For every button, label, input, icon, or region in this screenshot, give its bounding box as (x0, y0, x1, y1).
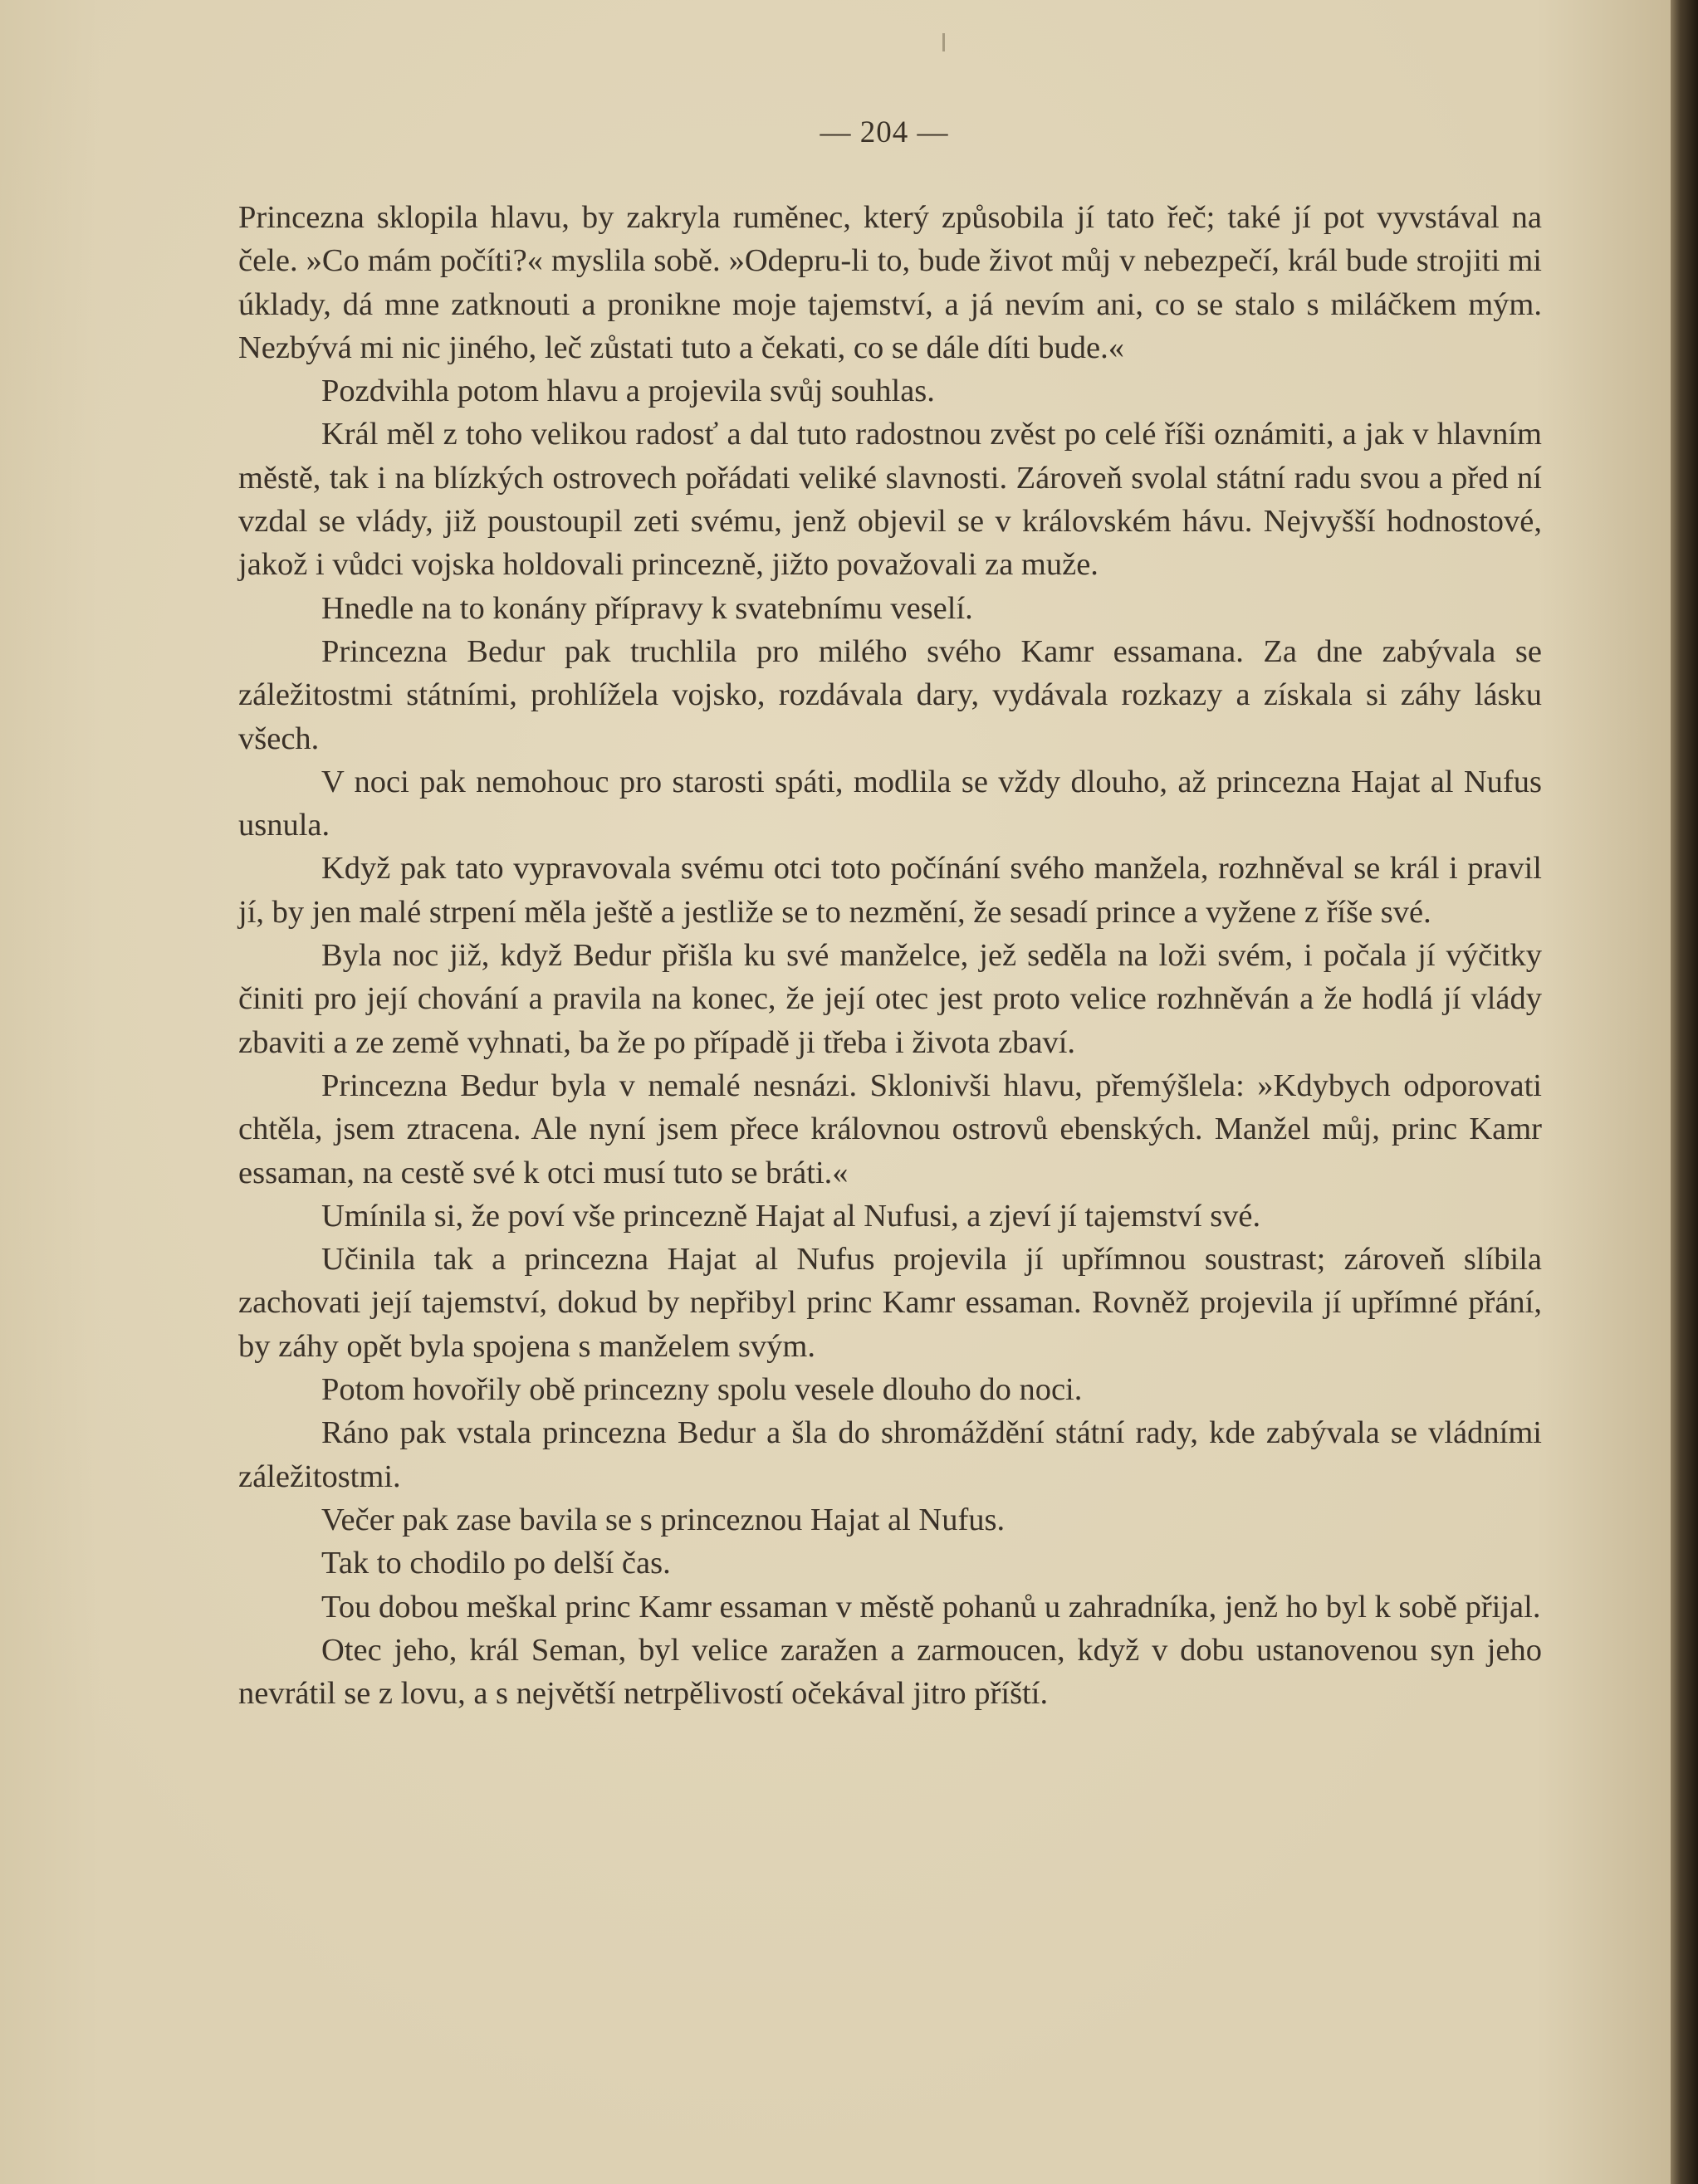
paragraph-5: Princezna Bedur pak truchlila pro milého svého Kamr essamana. Za dne zabývala se záležitostmi státními, prohlížela vojsko, rozdávala dary, vydávala rozkazy a získala si záhy lásku všech. (238, 633, 1542, 756)
page-number: — 204 — (820, 115, 949, 149)
paragraph-9: Princezna Bedur byla v nemalé nesnázi. Sklonivši hlavu, přemýšlela: »Kdybych odporovati chtěla, jsem ztracena. Ale nyní jsem přece královnou ostrovů ebenských. Manžel můj, princ Kamr essaman, na cestě své k otci musí tuto se bráti.« (238, 1068, 1542, 1190)
paragraph-12: Potom hovořily obě princezny spolu vesele dlouho do noci. (321, 1372, 1083, 1408)
paragraph-10: Umínila si, že poví vše princezně Hajat al Nufusi, a zjeví jí tajemství své. (321, 1198, 1261, 1234)
paragraph-2: Pozdvihla potom hlavu a projevila svůj souhlas. (321, 374, 935, 409)
page-edge-shadow (1671, 0, 1698, 2184)
paragraph-8: Byla noc již, když Bedur přišla ku své manželce, jež seděla na loži svém, i počala jí výčitky činiti pro její chování a pravila na konec, že její otec jest proto velice rozhněván a že hodlá jí vlády zbaviti a ze země vyhnati, ba že po případě ji třeba i života zbaví. (238, 938, 1542, 1060)
paragraph-17: Otec jeho, král Seman, byl velice zaražen a zarmoucen, když v dobu ustanovenou syn jeho nevrátil se z lovu, a s největší netrpělivostí očekával jitro příští. (238, 1632, 1542, 1712)
paragraph-1: Princezna sklopila hlavu, by zakryla ruměnec, který způsobila jí tato řeč; také jí pot vyvstával na čele. »Co mám počíti?« myslila sobě. »Odepru-li to, bude život můj v nebezpečí, král bude strojiti mi úklady, dá mne zatknouti a pronikne moje tajemství, a já nevím ani, co se stalo s miláčkem mým. Nezbývá mi nic jiného, leč zůstati tuto a čekati, co se dále díti bude.« (238, 200, 1542, 365)
paragraph-13: Ráno pak vstala princezna Bedur a šla do shromáždění státní rady, kde zabývala se vládními záležitostmi. (238, 1415, 1542, 1494)
paragraph-4: Hnedle na to konány přípravy k svatebnímu veselí. (321, 590, 973, 626)
paragraph-7: Když pak tato vypravovala svému otci toto počínání svého manžela, rozhněval se král i pravil jí, by jen malé strpení měla ještě a jestliže se to nezmění, že sesadí prince a vyžene z říše své. (238, 851, 1542, 930)
paragraph-11: Učinila tak a princezna Hajat al Nufus projevila jí upřímnou soustrast; zároveň slíbila zachovati její tajemství, dokud by nepřibyl princ Kamr essaman. Rovněž projevila jí upřímné přání, by záhy opět byla spojena s manželem svým. (238, 1242, 1542, 1364)
paragraph-16: Tou dobou meškal princ Kamr essaman v městě pohanů u zahradníka, jenž ho byl k sobě přijal. (321, 1589, 1541, 1625)
body-text (238, 196, 1542, 1715)
paragraph-3: Král měl z toho velikou radosť a dal tuto radostnou zvěst po celé říši oznámiti, a jak v hlavním městě, tak i na blízkých ostrovech pořádati veliké slavnosti. Zároveň svolal státní radu svou a před ní vzdal se vlády, již poustoupil zeti svému, jenž objevil se v královském hávu. Nejvyšší hodnostové, jakož i vůdci vojska holdovali princezně, jižto považovali za muže. (238, 417, 1542, 583)
paragraph-14: Večer pak zase bavila se s princeznou Hajat al Nufus. (321, 1502, 1006, 1537)
margin-mark (942, 33, 945, 51)
paragraph-15: Tak to chodilo po delší čas. (321, 1546, 671, 1581)
paragraph-6: V noci pak nemohouc pro starosti spáti, modlila se vždy dlouho, až princezna Hajat al Nufus usnula. (238, 764, 1542, 843)
